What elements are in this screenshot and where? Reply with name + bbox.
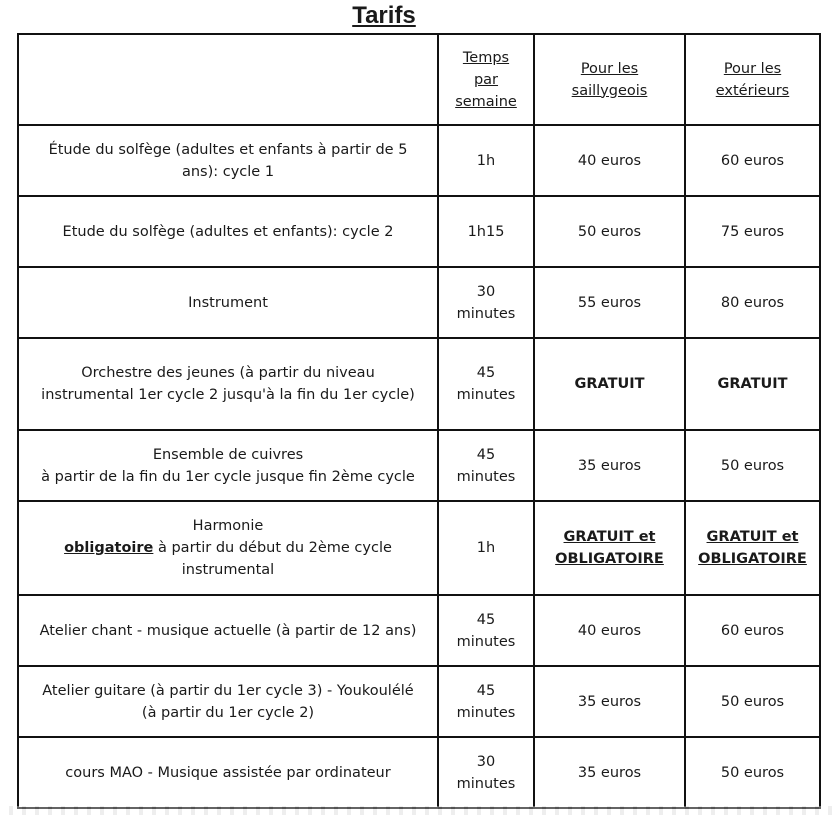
course-label: cours MAO - Musique assistée par ordinateur	[18, 737, 438, 808]
course-label: Atelier guitare (à partir du 1er cycle 3) - Youkoulélé (à partir du 1er cycle 2)	[18, 666, 438, 737]
page-title: Tarifs	[352, 2, 416, 29]
time-cell: 45 minutes	[438, 430, 534, 501]
course-label: Etude du solfège (adultes et enfants): cycle 2	[18, 196, 438, 267]
course-label: Atelier chant - musique actuelle (à partir de 12 ans)	[18, 595, 438, 666]
table-header-row	[18, 34, 820, 125]
header-exterior: Pour les extérieurs	[685, 34, 820, 125]
course-label: Étude du solfège (adultes et enfants à partir de 5 ans): cycle 1	[18, 125, 438, 196]
time-cell: 45 minutes	[438, 338, 534, 430]
header-local: Pour les saillygeois	[534, 34, 685, 125]
table-row	[18, 267, 820, 338]
local-price: 50 euros	[534, 196, 685, 267]
time-cell: 30 minutes	[438, 737, 534, 808]
course-label: Instrument	[18, 267, 438, 338]
exterior-price: 60 euros	[685, 595, 820, 666]
local-price: 55 euros	[534, 267, 685, 338]
exterior-price: 50 euros	[685, 430, 820, 501]
local-price: 35 euros	[534, 666, 685, 737]
table-row	[18, 430, 820, 501]
table-row	[18, 595, 820, 666]
local-price: 40 euros	[534, 595, 685, 666]
local-price: 35 euros	[534, 737, 685, 808]
local-price: GRATUIT	[534, 338, 685, 430]
exterior-price: 80 euros	[685, 267, 820, 338]
time-cell: 45 minutes	[438, 666, 534, 737]
table-row	[18, 125, 820, 196]
course-label: Orchestre des jeunes (à partir du niveau instrumental 1er cycle 2 jusqu'à la fin du 1er cycle)	[18, 338, 438, 430]
local-price: 35 euros	[534, 430, 685, 501]
table-row	[18, 196, 820, 267]
time-cell: 45 minutes	[438, 595, 534, 666]
exterior-price: GRATUIT et OBLIGATOIRE	[685, 501, 820, 595]
header-label-cell	[18, 34, 438, 125]
table-row	[18, 338, 820, 430]
exterior-price: GRATUIT	[685, 338, 820, 430]
tarifs-table	[17, 33, 821, 809]
time-cell: 1h	[438, 125, 534, 196]
exterior-price: 60 euros	[685, 125, 820, 196]
local-price: 40 euros	[534, 125, 685, 196]
time-cell: 1h	[438, 501, 534, 595]
exterior-price: 50 euros	[685, 737, 820, 808]
table-row	[18, 666, 820, 737]
header-time: Temps par semaine	[438, 34, 534, 125]
course-label: Ensemble de cuivres à partir de la fin du 1er cycle jusque fin 2ème cycle	[18, 430, 438, 501]
cropped-footer-text	[0, 806, 832, 815]
table-row	[18, 501, 820, 595]
course-label: Harmonie obligatoire à partir du début du 2ème cycle instrumental	[18, 501, 438, 595]
exterior-price: 50 euros	[685, 666, 820, 737]
local-price: GRATUIT et OBLIGATOIRE	[534, 501, 685, 595]
exterior-price: 75 euros	[685, 196, 820, 267]
time-cell: 30 minutes	[438, 267, 534, 338]
table-row	[18, 737, 820, 808]
obligatoire-emphasis: obligatoire	[64, 540, 154, 556]
time-cell: 1h15	[438, 196, 534, 267]
